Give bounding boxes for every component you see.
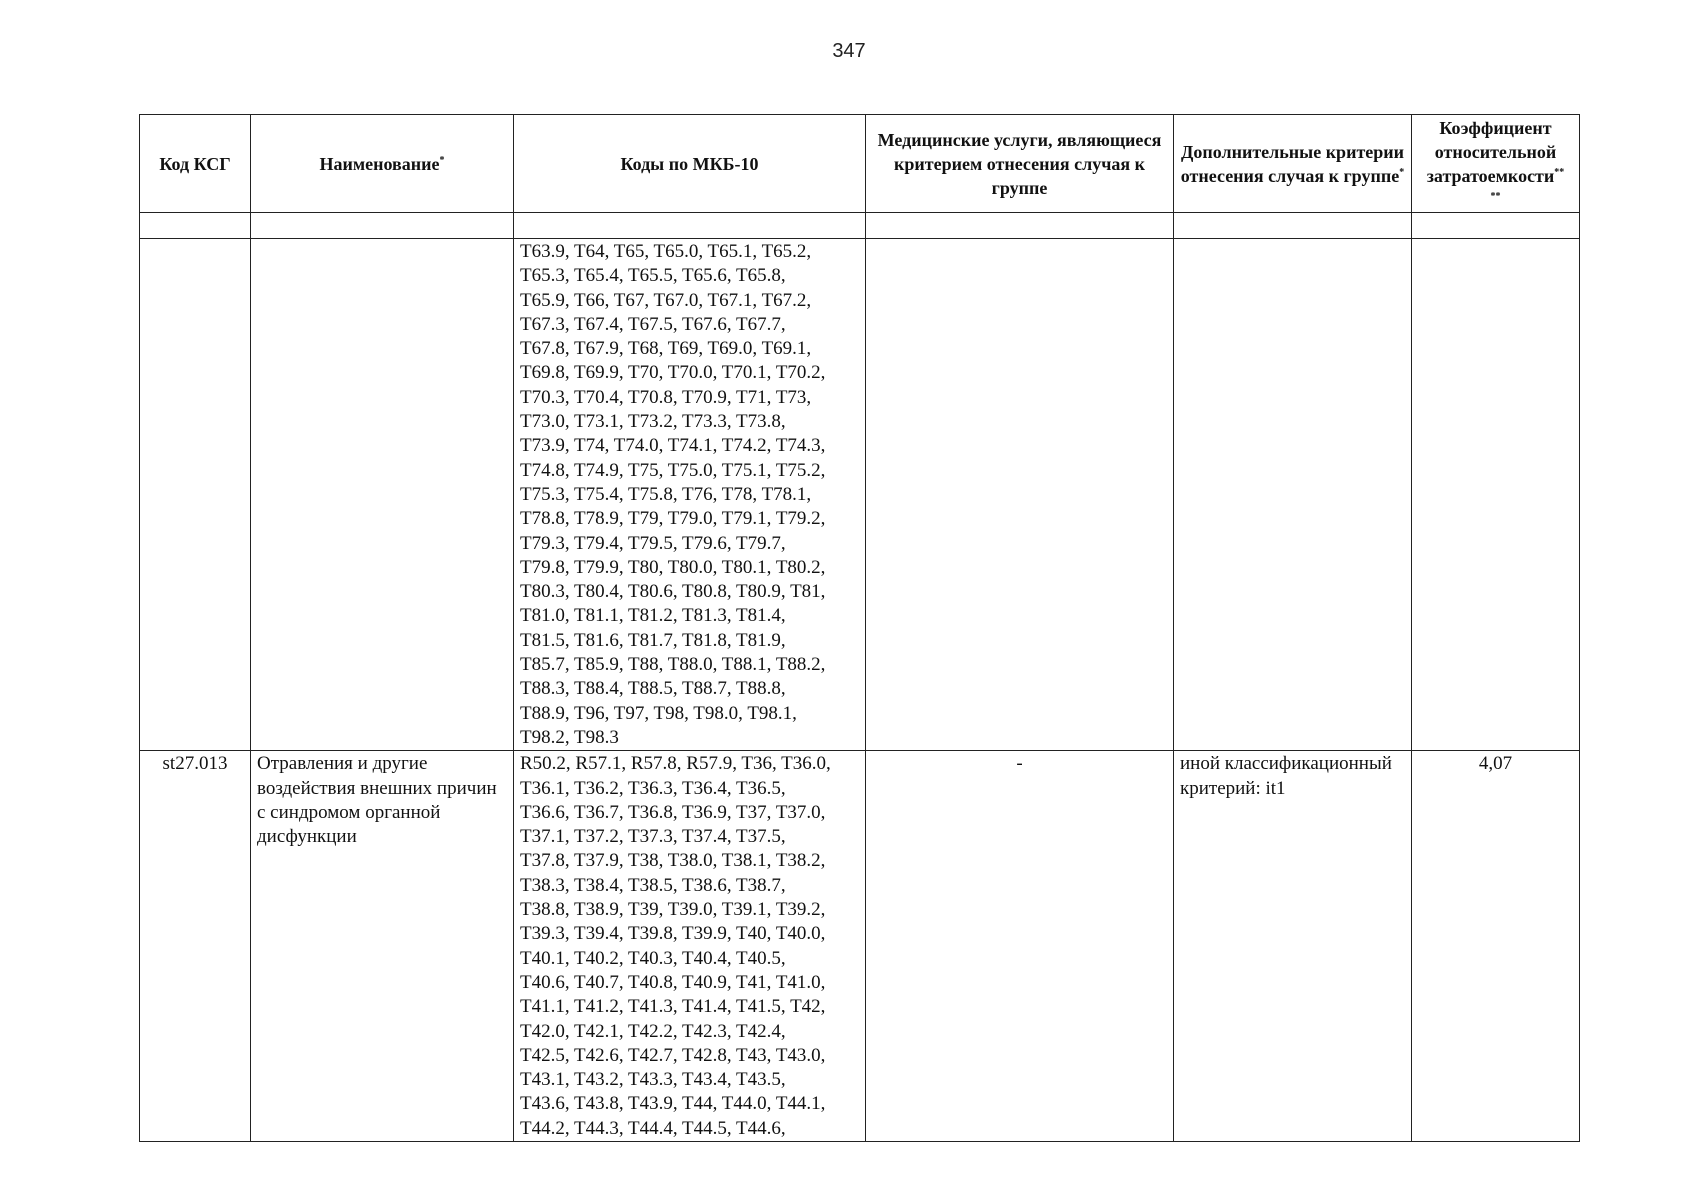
footnote-mark: ** [1554,166,1565,178]
icd-code-line: R50.2, R57.1, R57.8, R57.9, T36, T36.0, [520,753,831,775]
icd-code-line: T69.8, T69.9, T70, T70.0, T70.1, T70.2, [520,362,826,384]
icd-code-line: T41.1, T41.2, T41.3, T41.4, T41.5, T42, [520,996,826,1018]
header-row [140,115,1580,213]
icd-code-line: T81.0, T81.1, T81.2, T81.3, T81.4, [520,605,786,627]
footnote-mark: ** [1490,190,1501,202]
table-row [140,751,1580,1142]
icd-code-line: T67.3, T67.4, T67.5, T67.6, T67.7, [520,313,786,335]
spacer-cell [514,213,866,239]
icd-code-line: T81.5, T81.6, T81.7, T81.8, T81.9, [520,629,786,651]
header-icd: Коды по МКБ-10 [514,115,866,213]
icd-code-line: T37.1, T37.2, T37.3, T37.4, T37.5, [520,826,786,848]
icd-code-line: T42.5, T42.6, T42.7, T42.8, T43, T43.0, [520,1044,826,1066]
icd-code-line: T73.0, T73.1, T73.2, T73.3, T73.8, [520,411,786,433]
icd-code-line: T42.0, T42.1, T42.2, T42.3, T42.4, [520,1020,786,1042]
icd-code-line: T38.3, T38.4, T38.5, T38.6, T38.7, [520,874,786,896]
cell-criteria [1174,239,1412,751]
icd-code-line: T65.3, T65.4, T65.5, T65.6, T65.8, [520,265,786,287]
icd-code-line: T79.3, T79.4, T79.5, T79.6, T79.7, [520,532,786,554]
icd-code-line: T85.7, T85.9, T88, T88.0, T88.1, T88.2, [520,654,826,676]
icd-code-line: T88.9, T96, T97, T98, T98.0, T98.1, [520,702,797,724]
icd-code-line: T98.2, T98.3 [520,726,619,748]
cell-icd-codes [514,239,866,751]
footnote-mark: * [439,154,445,166]
icd-code-line: T70.3, T70.4, T70.8, T70.9, T71, T73, [520,386,812,408]
icd-code-line: T88.3, T88.4, T88.5, T88.7, T88.8, [520,678,786,700]
cell-code: st27.013 [140,751,251,1142]
header-coefficient: Коэффициент относительной затратоемкости** ** [1412,115,1580,213]
spacer-row [140,213,1580,239]
icd-code-line: T67.8, T67.9, T68, T69, T69.0, T69.1, [520,338,812,360]
icd-code-line: T37.8, T37.9, T38, T38.0, T38.1, T38.2, [520,850,826,872]
icd-code-line: T80.3, T80.4, T80.6, T80.8, T80.9, T81, [520,581,826,603]
spacer-cell [1174,213,1412,239]
header-code: Код КСГ [140,115,251,213]
spacer-cell [866,213,1174,239]
icd-code-line: T40.1, T40.2, T40.3, T40.4, T40.5, [520,947,786,969]
footnote-mark: * [1399,166,1405,178]
icd-code-line: T75.3, T75.4, T75.8, T76, T78, T78.1, [520,483,812,505]
ksg-table [139,114,1580,1142]
page-number: 347 [832,40,866,62]
spacer-cell [140,213,251,239]
icd-code-line: T65.9, T66, T67, T67.0, T67.1, T67.2, [520,289,812,311]
icd-code-line: T39.3, T39.4, T39.8, T39.9, T40, T40.0, [520,923,826,945]
icd-code-line: T43.6, T43.8, T43.9, T44, T44.0, T44.1, [520,1093,826,1115]
spacer-cell [251,213,514,239]
icd-code-line: T40.6, T40.7, T40.8, T40.9, T41, T41.0, [520,971,826,993]
cell-name [251,239,514,751]
icd-code-line: T74.8, T74.9, T75, T75.0, T75.1, T75.2, [520,459,826,481]
header-services: Медицинские услуги, являющиеся критерием отнесения случая к группе [866,115,1174,213]
table-row [140,239,1580,751]
cell-name: Отравления и другие воздействия внешних причин с синдромом органной дисфункции [251,751,514,1142]
icd-code-line: T73.9, T74, T74.0, T74.1, T74.2, T74.3, [520,435,826,457]
icd-code-line: T78.8, T78.9, T79, T79.0, T79.1, T79.2, [520,508,826,530]
icd-code-line: T36.6, T36.7, T36.8, T36.9, T37, T37.0, [520,801,826,823]
cell-coefficient: 4,07 [1412,751,1580,1142]
spacer-cell [1412,213,1580,239]
cell-icd-codes [514,751,866,1142]
icd-code-line: T36.1, T36.2, T36.3, T36.4, T36.5, [520,777,786,799]
header-name: Наименование* [251,115,514,213]
icd-code-line: T63.9, T64, T65, T65.0, T65.1, T65.2, [520,241,812,262]
cell-criteria: иной классификационный критерий: it1 [1174,751,1412,1142]
icd-code-line: T44.2, T44.3, T44.4, T44.5, T44.6, [520,1117,786,1139]
cell-services [866,239,1174,751]
header-criteria: Дополнительные критерии отнесения случая к группе* [1174,115,1412,213]
icd-code-line: T79.8, T79.9, T80, T80.0, T80.1, T80.2, [520,556,826,578]
icd-code-line: T38.8, T38.9, T39, T39.0, T39.1, T39.2, [520,899,826,921]
cell-coefficient [1412,239,1580,751]
cell-code [140,239,251,751]
icd-code-line: T43.1, T43.2, T43.3, T43.4, T43.5, [520,1069,786,1091]
cell-services: - [866,751,1174,1142]
